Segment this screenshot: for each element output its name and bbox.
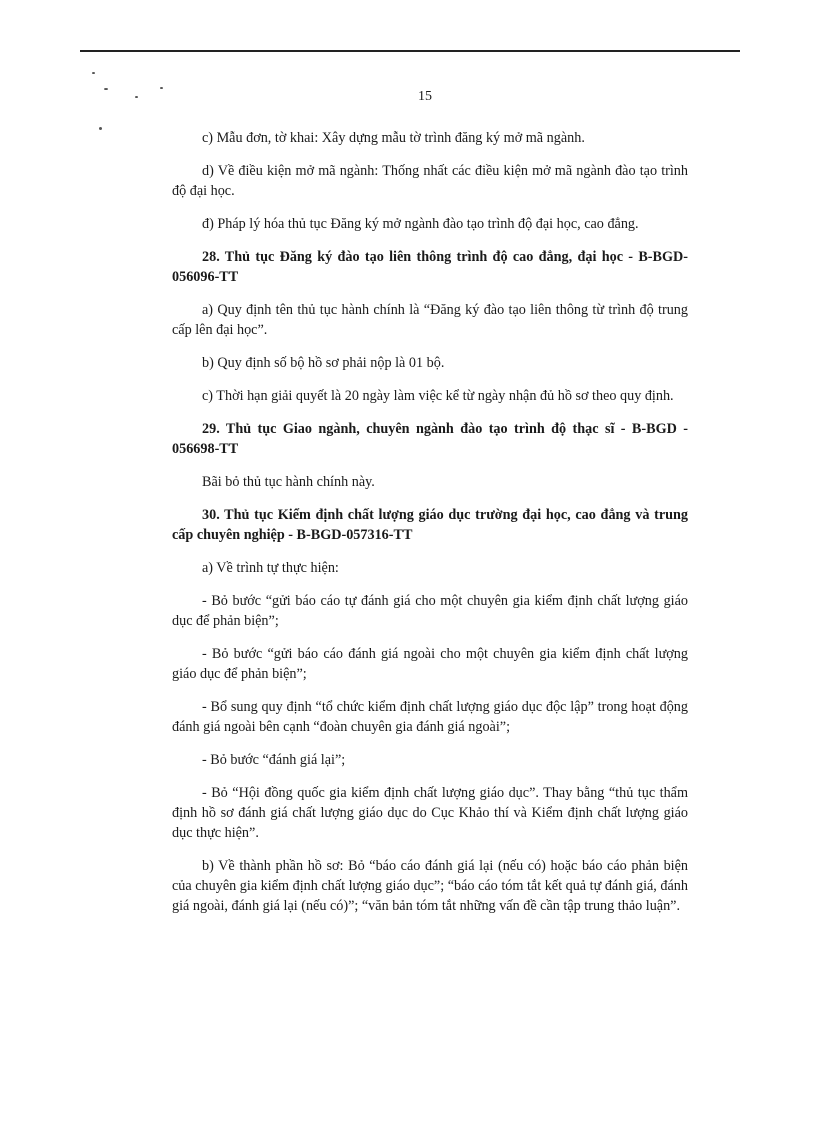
paragraph: - Bỏ bước “gửi báo cáo tự đánh giá cho một chuyên gia kiểm định chất lượng giáo dục để phản biện”;: [172, 593, 688, 629]
scan-speck: [99, 127, 102, 130]
paragraph: c) Mẫu đơn, tờ khai: Xây dựng mẫu tờ trình đăng ký mở mã ngành.: [202, 130, 585, 146]
paragraph: c) Thời hạn giải quyết là 20 ngày làm việc kể từ ngày nhận đủ hồ sơ theo quy định.: [202, 388, 674, 404]
paragraph: a) Quy định tên thủ tục hành chính là “Đăng ký đào tạo liên thông từ trình độ trung cấp lên đại học”.: [172, 302, 688, 338]
section-heading: 30. Thủ tục Kiểm định chất lượng giáo dục trường đại học, cao đẳng và trung cấp chuyên nghiệp - B-BGD-057316-TT: [172, 507, 688, 543]
paragraph: b) Quy định số bộ hồ sơ phải nộp là 01 bộ.: [202, 355, 445, 371]
paragraph: b) Về thành phần hồ sơ: Bỏ “báo cáo đánh giá lại (nếu có) hoặc báo cáo phản biện của chuyên gia kiểm định chất lượng giáo dục”; “báo cáo tóm tắt kết quả tự đánh giá, đánh giá ngoài, đánh giá lại (nếu có)”; “văn bản tóm tắt những vấn đề cần tập trung thảo luận”.: [172, 858, 688, 914]
paragraph: - Bổ sung quy định “tổ chức kiểm định chất lượng giáo dục độc lập” trong hoạt động đánh giá ngoài bên cạnh “đoàn chuyên gia đánh giá ngoài”;: [172, 699, 688, 735]
paragraph: Bãi bỏ thủ tục hành chính này.: [202, 474, 375, 490]
document-body: [172, 128, 688, 929]
page-number: 15: [418, 89, 432, 104]
section-heading: 28. Thủ tục Đăng ký đào tạo liên thông trình độ cao đẳng, đại học - B-BGD-056096-TT: [172, 249, 688, 285]
header-rule: [80, 50, 740, 52]
paragraph: d) Về điều kiện mở mã ngành: Thống nhất các điều kiện mở mã ngành đào tạo trình độ đại học.: [172, 163, 688, 199]
paragraph: - Bỏ bước “gửi báo cáo đánh giá ngoài cho một chuyên gia kiểm định chất lượng giáo dục để phản biện”;: [172, 646, 688, 682]
scan-speck: [92, 72, 95, 74]
paragraph: a) Về trình tự thực hiện:: [202, 560, 339, 576]
paragraph: - Bỏ bước “đánh giá lại”;: [202, 752, 346, 768]
paragraph: đ) Pháp lý hóa thủ tục Đăng ký mở ngành đào tạo trình độ đại học, cao đẳng.: [202, 216, 639, 232]
paragraph: - Bỏ “Hội đồng quốc gia kiểm định chất lượng giáo dục”. Thay bằng “thủ tục thẩm định hồ sơ đánh giá chất lượng giáo dục do Cục Khảo thí và Kiểm định chất lượng giáo dục thực hiện”.: [172, 785, 688, 841]
section-heading: 29. Thủ tục Giao ngành, chuyên ngành đào tạo trình độ thạc sĩ - B-BGD - 056698-TT: [172, 421, 688, 457]
